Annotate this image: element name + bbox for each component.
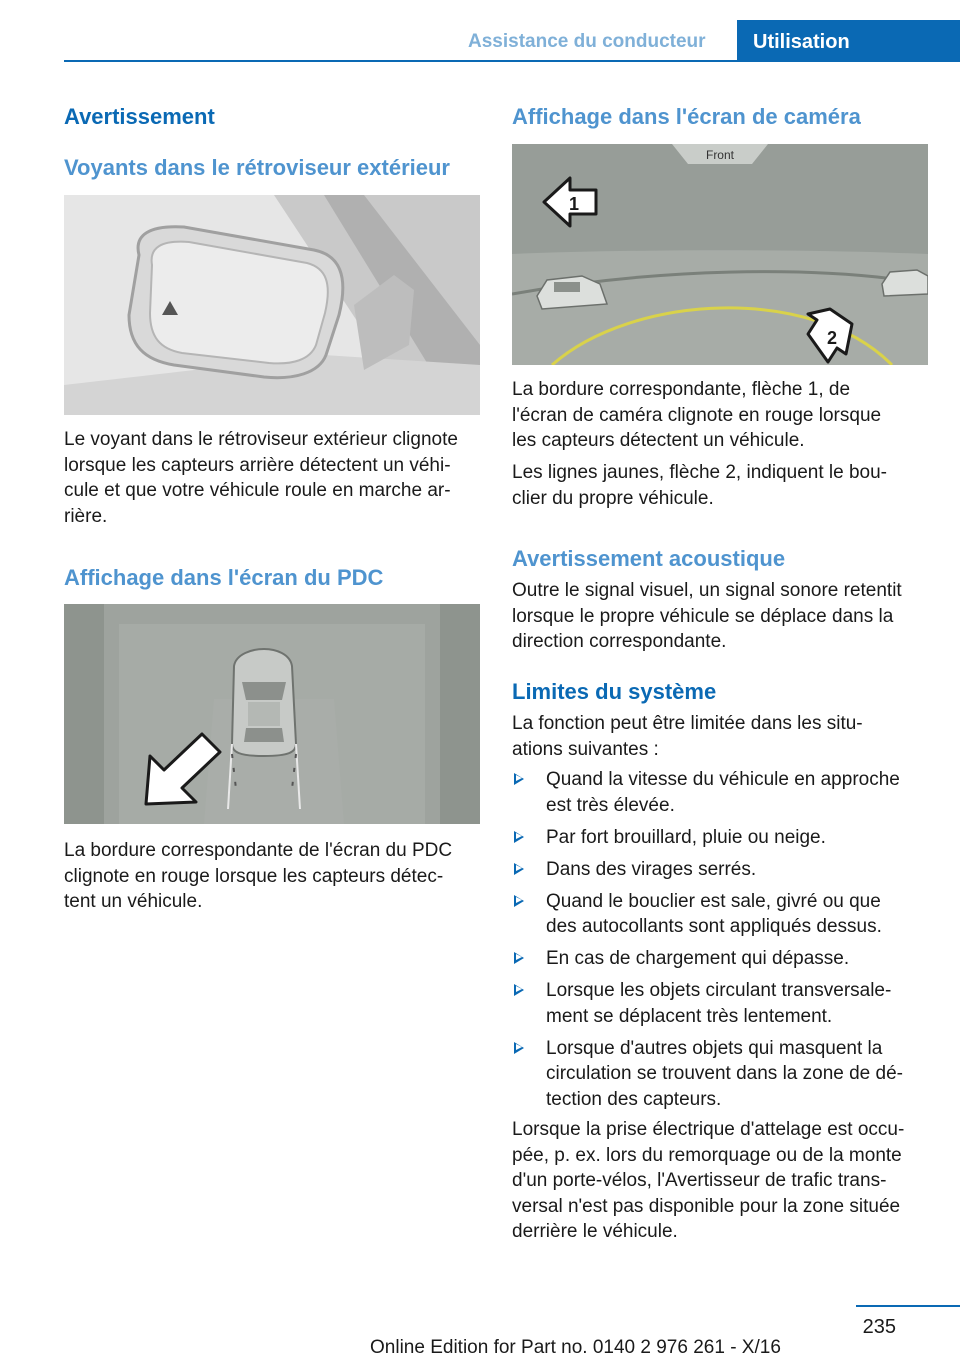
bullet-triangle-icon [514, 773, 524, 785]
list-item: Lorsque les objets circulant transversale‐ ment se déplacent très lentement. [512, 978, 928, 1029]
bullet-triangle-icon [514, 863, 524, 875]
subheading-camera: Affichage dans l'écran de caméra [512, 104, 861, 129]
list-item: Quand le bouclier est sale, givré ou que des autocollants sont appliqués dessus. [512, 889, 928, 940]
paragraph-camera-2: Les lignes jaunes, flèche 2, indiquent le bou‐ clier du propre véhicule. [512, 462, 887, 509]
paragraph-acoustic: Outre le signal visuel, un signal sonore retentit lorsque le propre véhicule se déplace dans la direction correspondante. [512, 580, 902, 652]
footer-rule [856, 1305, 960, 1307]
list-item: Dans des virages serrés. [512, 857, 928, 883]
mirror-illustration [64, 195, 480, 415]
bullet-triangle-icon [514, 895, 524, 907]
list-item: En cas de chargement qui dépasse. [512, 946, 928, 972]
bullet-triangle-icon [514, 1042, 524, 1054]
camera-front-label: Front [705, 148, 735, 162]
svg-text:1: 1 [568, 194, 580, 214]
subheading-pdc: Affichage dans l'écran du PDC [64, 565, 384, 590]
header-rule [64, 60, 960, 62]
paragraph-trailer: Lorsque la prise électrique d'attelage est occu‐ pée, p. ex. lors du remorquage ou de la monte d'un porte-vélos, l'Avertisseur de trafic trans‐ versal n'est pas disponible pour la zone située derrière le véhicule. [512, 1119, 905, 1242]
pdc-screen-illustration [64, 604, 480, 824]
bullet-triangle-icon [514, 831, 524, 843]
paragraph-pdc: La bordure correspondante de l'écran du PDC clignote en rouge lorsque les capteurs détec‐ tent un véhicule. [64, 840, 453, 912]
svg-text:2: 2 [826, 328, 838, 348]
page-number: 235 [862, 1316, 896, 1338]
subheading-acoustic: Avertissement acoustique [512, 546, 786, 571]
camera-screen-illustration [512, 144, 928, 365]
header-tab: Utilisation [737, 20, 960, 62]
car-top-view [232, 649, 296, 756]
section-title: Avertissement [64, 104, 215, 129]
paragraph-mirror: Le voyant dans le rétroviseur extérieur clignote lorsque les capteurs arrière détectent un véhi‐ cule et que votre véhicule roule en marche ar‐ rière. [64, 429, 458, 527]
bullet-triangle-icon [514, 984, 524, 996]
list-item: Par fort brouillard, pluie ou neige. [512, 825, 928, 851]
paragraph-camera-1: La bordure correspondante, flèche 1, de l'écran de caméra clignote en rouge lorsque les capteurs détectent un véhicule. [512, 379, 882, 451]
subheading-limits: Limites du système [512, 679, 717, 704]
list-item: Quand la vitesse du véhicule en approche est très élevée. [512, 767, 928, 818]
subheading-mirror-indicator: Voyants dans le rétroviseur extérieur [64, 155, 450, 180]
limits-list [512, 767, 928, 1119]
header-section-title: Assistance du conducteur [468, 31, 706, 52]
paragraph-limits-intro: La fonction peut être limitée dans les situ‐ ations suivantes : [512, 713, 863, 760]
list-item: Lorsque d'autres objets qui masquent la circulation se trouvent dans la zone de dé‐ tection des capteurs. [512, 1036, 928, 1113]
bullet-triangle-icon [514, 952, 524, 964]
side-car-right [882, 270, 928, 296]
footer-edition: Online Edition for Part no. 0140 2 976 261 - X/16 [370, 1337, 781, 1358]
